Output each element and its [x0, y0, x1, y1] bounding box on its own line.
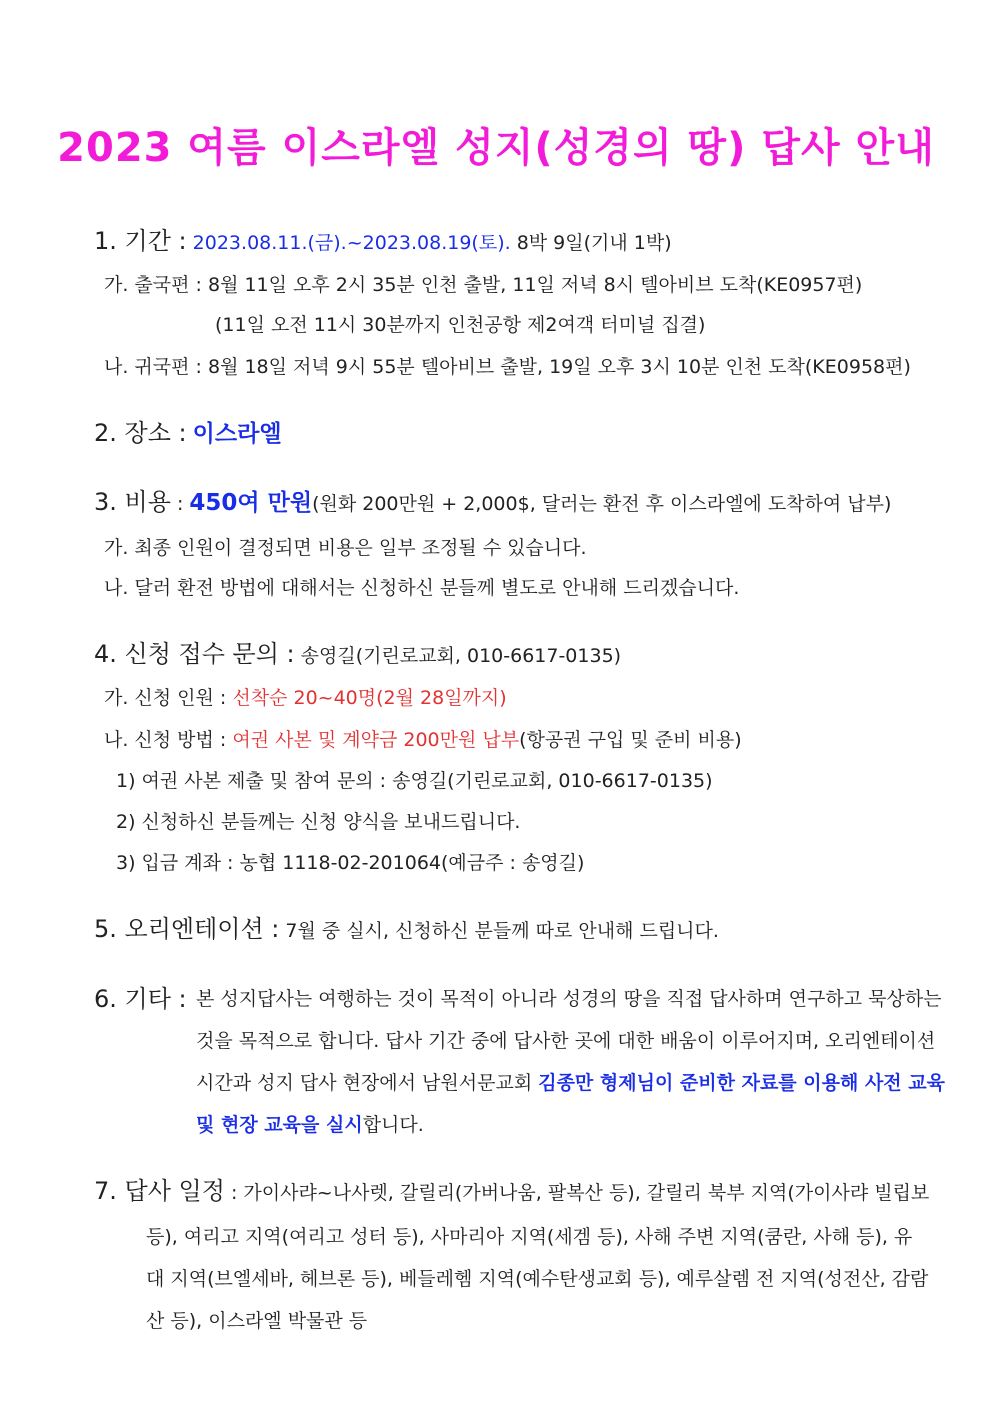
section-cost-label: 3. 비용	[94, 488, 171, 516]
application-capacity-value: 선착순 20~40명(2월 28일까지)	[232, 687, 507, 709]
cost-note: (원화 200만원 + 2,000$, 달러는 환전 후 이스라엘에 도착하여 납부)	[312, 493, 892, 515]
section-etc-label: 6. 기타 :	[94, 985, 187, 1013]
section-place	[94, 420, 282, 448]
orientation-value: 7월 중 실시, 신청하신 분들께 따로 안내해 드립니다.	[285, 920, 719, 942]
section-itinerary	[94, 1178, 929, 1206]
section-application	[94, 641, 621, 669]
section-orientation-label: 5. 오리엔테이션 :	[94, 915, 280, 943]
section-itinerary-body	[146, 1216, 929, 1342]
application-method	[104, 727, 742, 753]
cost-colon: :	[176, 493, 184, 515]
etc-highlight-1: 김종만 형제님이 준비한 자료를 이용해 사전 교육	[538, 1072, 945, 1094]
period-dates: 2023.08.11.(금).~2023.08.19(토).	[192, 232, 511, 254]
section-itinerary-label: 7. 답사 일정	[94, 1177, 225, 1205]
section-cost	[94, 489, 891, 517]
itinerary-line-2: 등), 여리고 지역(여리고 성터 등), 사마리아 지역(세겜 등), 사해 주변 지역(쿰란, 사해 등), 유	[146, 1226, 913, 1248]
section-period	[94, 228, 672, 256]
etc-line-2: 것을 목적으로 합니다. 답사 기간 중에 답사한 곳에 대한 배움이 이루어지며, 오리엔테이션	[196, 1030, 936, 1052]
application-capacity	[104, 685, 507, 711]
application-capacity-label: 가. 신청 인원 :	[104, 687, 227, 709]
section-period-label: 1. 기간 :	[94, 227, 187, 255]
place-value: 이스라엘	[192, 421, 282, 447]
section-etc-body	[196, 978, 945, 1146]
application-item-1: 1) 여권 사본 제출 및 참여 문의 : 송영길(기린로교회, 010-6617-0135)	[116, 770, 713, 792]
application-method-value: 여권 사본 및 계약금 200만원 납부	[232, 729, 520, 751]
itinerary-line-3: 대 지역(브엘세바, 헤브론 등), 베들레헴 지역(예수탄생교회 등), 예루살렘 전 지역(성전산, 감람	[146, 1268, 929, 1290]
cost-note-a: 가. 최종 인원이 결정되면 비용은 일부 조정될 수 있습니다.	[104, 537, 587, 559]
cost-note-b: 나. 달러 환전 방법에 대해서는 신청하신 분들께 별도로 안내해 드리겠습니다.	[104, 577, 740, 599]
period-duration: 8박 9일(기내 1박)	[516, 232, 672, 254]
application-method-note: (항공권 구입 및 준비 비용)	[519, 729, 742, 751]
departure-meeting: (11일 오전 11시 30분까지 인천공항 제2여객 터미널 집결)	[215, 314, 706, 336]
itinerary-line-1: : 가이사랴~나사렛, 갈릴리(가버나움, 팔복산 등), 갈릴리 북부 지역(가이사랴 빌립보	[230, 1182, 930, 1204]
application-contact: 송영길(기린로교회, 010-6617-0135)	[300, 645, 622, 667]
application-item-2: 2) 신청하신 분들께는 신청 양식을 보내드립니다.	[116, 811, 521, 833]
return-flight: 나. 귀국편 : 8월 18일 저녁 9시 55분 텔아비브 출발, 19일 오후 3시 10분 인천 도착(KE0958편)	[104, 356, 911, 378]
application-method-label: 나. 신청 방법 :	[104, 729, 227, 751]
section-application-label: 4. 신청 접수 문의 :	[94, 640, 295, 668]
section-place-label: 2. 장소 :	[94, 419, 187, 447]
page-title: 2023 여름 이스라엘 성지(성경의 땅) 답사 안내	[57, 125, 935, 171]
cost-value: 450여 만원	[189, 490, 313, 516]
application-item-3: 3) 입금 계좌 : 농협 1118-02-201064(예금주 : 송영길)	[116, 852, 585, 874]
etc-line-4: 및 현장 교육을 실시합니다.	[196, 1114, 424, 1136]
section-orientation	[94, 916, 719, 944]
itinerary-line-4: 산 등), 이스라엘 박물관 등	[146, 1310, 368, 1332]
etc-line-1: 본 성지답사는 여행하는 것이 목적이 아니라 성경의 땅을 직접 답사하며 연구하고 묵상하는	[196, 988, 942, 1010]
etc-line-3: 시간과 성지 답사 현장에서 남원서문교회 김종만 형제님이 준비한 자료를 이용해 사전 교육	[196, 1072, 945, 1094]
departure-flight: 가. 출국편 : 8월 11일 오후 2시 35분 인천 출발, 11일 저녁 8시 텔아비브 도착(KE0957편)	[104, 274, 863, 296]
etc-highlight-2: 및 현장 교육을 실시	[196, 1114, 363, 1136]
